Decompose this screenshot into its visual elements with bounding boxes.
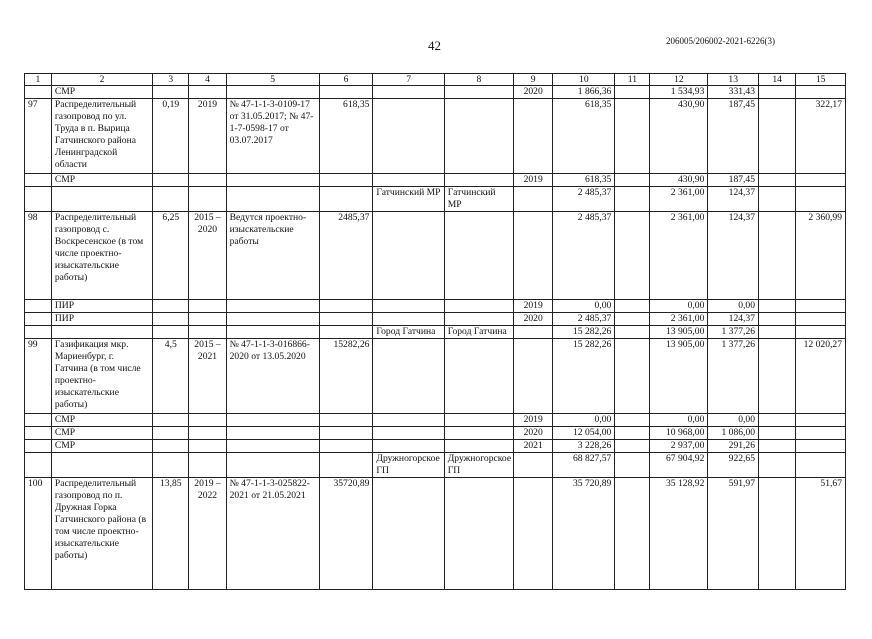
col-header: 10 bbox=[553, 74, 615, 86]
period-cell: 2015 – 2020 bbox=[189, 212, 226, 300]
year-cell: 2019 bbox=[514, 300, 553, 313]
object-name-cell: Распределительный газопровод по п. Дружная Горка Гатчинского района (в том числе проектно-изыскательские работы) bbox=[51, 478, 152, 590]
value-cell: 430,90 bbox=[650, 174, 708, 187]
value-cell: 0,00 bbox=[553, 414, 615, 427]
value-cell: 12 020,27 bbox=[796, 339, 846, 414]
table-row bbox=[25, 478, 846, 590]
group-total-row bbox=[25, 187, 846, 212]
value-cell: 2 361,00 bbox=[650, 313, 708, 326]
document-id: 206005/206002-2021-6226(3) bbox=[666, 36, 775, 46]
work-type-cell: ПИР bbox=[51, 313, 152, 326]
value-cell: 68 827,57 bbox=[553, 453, 615, 478]
cost-cell: 35720,89 bbox=[319, 478, 373, 590]
value-cell: 1 086,00 bbox=[708, 427, 759, 440]
row-number: 100 bbox=[25, 478, 52, 590]
year-cell: 2020 bbox=[514, 427, 553, 440]
table-row bbox=[25, 174, 846, 187]
settlement-cell: Город Гатчина bbox=[444, 326, 513, 339]
year-cell: 2019 bbox=[514, 414, 553, 427]
table-row bbox=[25, 212, 846, 300]
expertise-cell: № 47-1-1-3-0109-17 от 31.05.2017; № 47-1-7-0598-17 от 03.07.2017 bbox=[226, 99, 319, 174]
cost-cell: 618,35 bbox=[319, 99, 373, 174]
col-header: 8 bbox=[444, 74, 513, 86]
value-cell: 2 485,37 bbox=[553, 187, 615, 212]
expertise-cell: № 47-1-1-3-025822-2021 от 21.05.2021 bbox=[226, 478, 319, 590]
value-cell: 35 720,89 bbox=[553, 478, 615, 590]
value-cell: 0,00 bbox=[708, 414, 759, 427]
row-number: 99 bbox=[25, 339, 52, 414]
value-cell: 0,00 bbox=[650, 414, 708, 427]
value-cell: 922,65 bbox=[708, 453, 759, 478]
value-cell: 1 377,26 bbox=[708, 326, 759, 339]
cost-cell: 15282,26 bbox=[319, 339, 373, 414]
value-cell: 2 361,00 bbox=[650, 212, 708, 300]
col-header: 1 bbox=[25, 74, 52, 86]
work-type-cell: СМР bbox=[51, 174, 152, 187]
table-row bbox=[25, 313, 846, 326]
value-cell: 12 054,00 bbox=[553, 427, 615, 440]
work-type-cell: СМР bbox=[51, 440, 152, 453]
col-header: 7 bbox=[373, 74, 444, 86]
table-row bbox=[25, 86, 846, 99]
year-cell: 2021 bbox=[514, 440, 553, 453]
table-row bbox=[25, 427, 846, 440]
value-cell: 2 937,00 bbox=[650, 440, 708, 453]
work-type-cell: ПИР bbox=[51, 300, 152, 313]
object-name-cell: Распределительный газопровод с. Воскресенское (в том числе проектно-изыскательские работы) bbox=[51, 212, 152, 300]
row-number: 97 bbox=[25, 99, 52, 174]
value-cell: 187,45 bbox=[708, 99, 759, 174]
value-cell: 1 534,93 bbox=[650, 86, 708, 99]
expertise-cell: № 47-1-1-3-016866-2020 от 13.05.2020 bbox=[226, 339, 319, 414]
col-header: 14 bbox=[759, 74, 796, 86]
value-cell: 15 282,26 bbox=[553, 326, 615, 339]
col-header: 3 bbox=[153, 74, 189, 86]
length-cell: 0,19 bbox=[153, 99, 189, 174]
col-header: 2 bbox=[51, 74, 152, 86]
row-number: 98 bbox=[25, 212, 52, 300]
value-cell: 2 361,00 bbox=[650, 187, 708, 212]
table-row bbox=[25, 440, 846, 453]
work-type-cell: СМР bbox=[51, 427, 152, 440]
value-cell: 2 485,37 bbox=[553, 313, 615, 326]
value-cell: 35 128,92 bbox=[650, 478, 708, 590]
municipality-cell: Дружногорское ГП bbox=[373, 453, 444, 478]
col-header: 6 bbox=[319, 74, 373, 86]
year-cell: 2020 bbox=[514, 86, 553, 99]
value-cell: 67 904,92 bbox=[650, 453, 708, 478]
period-cell: 2019 bbox=[189, 99, 226, 174]
value-cell: 187,45 bbox=[708, 174, 759, 187]
object-name-cell: Газификация мкр. Мариенбург, г. Гатчина (в том числе проектно-изыскательские работы) bbox=[51, 339, 152, 414]
table-row bbox=[25, 339, 846, 414]
work-type-cell: СМР bbox=[51, 414, 152, 427]
value-cell: 331,43 bbox=[708, 86, 759, 99]
group-total-row bbox=[25, 326, 846, 339]
municipality-cell: Город Гатчина bbox=[373, 326, 444, 339]
period-cell: 2015 – 2021 bbox=[189, 339, 226, 414]
value-cell: 618,35 bbox=[553, 174, 615, 187]
value-cell: 2 360,99 bbox=[796, 212, 846, 300]
table-row bbox=[25, 414, 846, 427]
value-cell: 15 282,26 bbox=[553, 339, 615, 414]
value-cell: 430,90 bbox=[650, 99, 708, 174]
value-cell: 124,37 bbox=[708, 187, 759, 212]
col-header: 12 bbox=[650, 74, 708, 86]
value-cell: 291,26 bbox=[708, 440, 759, 453]
value-cell: 0,00 bbox=[553, 300, 615, 313]
value-cell: 0,00 bbox=[650, 300, 708, 313]
municipality-cell: Гатчинский МР bbox=[373, 187, 444, 212]
year-cell: 2019 bbox=[514, 174, 553, 187]
value-cell: 322,17 bbox=[796, 99, 846, 174]
length-cell: 4,5 bbox=[153, 339, 189, 414]
expertise-cell: Ведутся проектно-изыскательские работы bbox=[226, 212, 319, 300]
col-header: 4 bbox=[189, 74, 226, 86]
value-cell: 618,35 bbox=[553, 99, 615, 174]
page-number: 42 bbox=[428, 38, 441, 53]
settlement-cell: Дружногорское ГП bbox=[444, 453, 513, 478]
value-cell: 591,97 bbox=[708, 478, 759, 590]
value-cell: 13 905,00 bbox=[650, 326, 708, 339]
value-cell: 3 228,26 bbox=[553, 440, 615, 453]
col-header: 9 bbox=[514, 74, 553, 86]
table-row bbox=[25, 300, 846, 313]
object-name-cell: Распределительный газопровод по ул. Труда в п. Вырица Гатчинского района Ленинградской области bbox=[51, 99, 152, 174]
work-type-cell: СМР bbox=[51, 86, 152, 99]
col-header: 15 bbox=[796, 74, 846, 86]
investment-table bbox=[24, 73, 846, 590]
settlement-cell: Гатчинский МР bbox=[444, 187, 513, 212]
table-row bbox=[25, 99, 846, 174]
length-cell: 13,85 bbox=[153, 478, 189, 590]
value-cell: 51,67 bbox=[796, 478, 846, 590]
value-cell: 1 866,36 bbox=[553, 86, 615, 99]
year-cell: 2020 bbox=[514, 313, 553, 326]
value-cell: 1 377,26 bbox=[708, 339, 759, 414]
value-cell: 0,00 bbox=[708, 300, 759, 313]
group-total-row bbox=[25, 453, 846, 478]
column-number-row bbox=[25, 74, 846, 86]
length-cell: 6,25 bbox=[153, 212, 189, 300]
period-cell: 2019 – 2022 bbox=[189, 478, 226, 590]
col-header: 11 bbox=[615, 74, 650, 86]
value-cell: 10 968,00 bbox=[650, 427, 708, 440]
value-cell: 13 905,00 bbox=[650, 339, 708, 414]
col-header: 5 bbox=[226, 74, 319, 86]
col-header: 13 bbox=[708, 74, 759, 86]
value-cell: 124,37 bbox=[708, 212, 759, 300]
value-cell: 2 485,37 bbox=[553, 212, 615, 300]
value-cell: 124,37 bbox=[708, 313, 759, 326]
cost-cell: 2485,37 bbox=[319, 212, 373, 300]
